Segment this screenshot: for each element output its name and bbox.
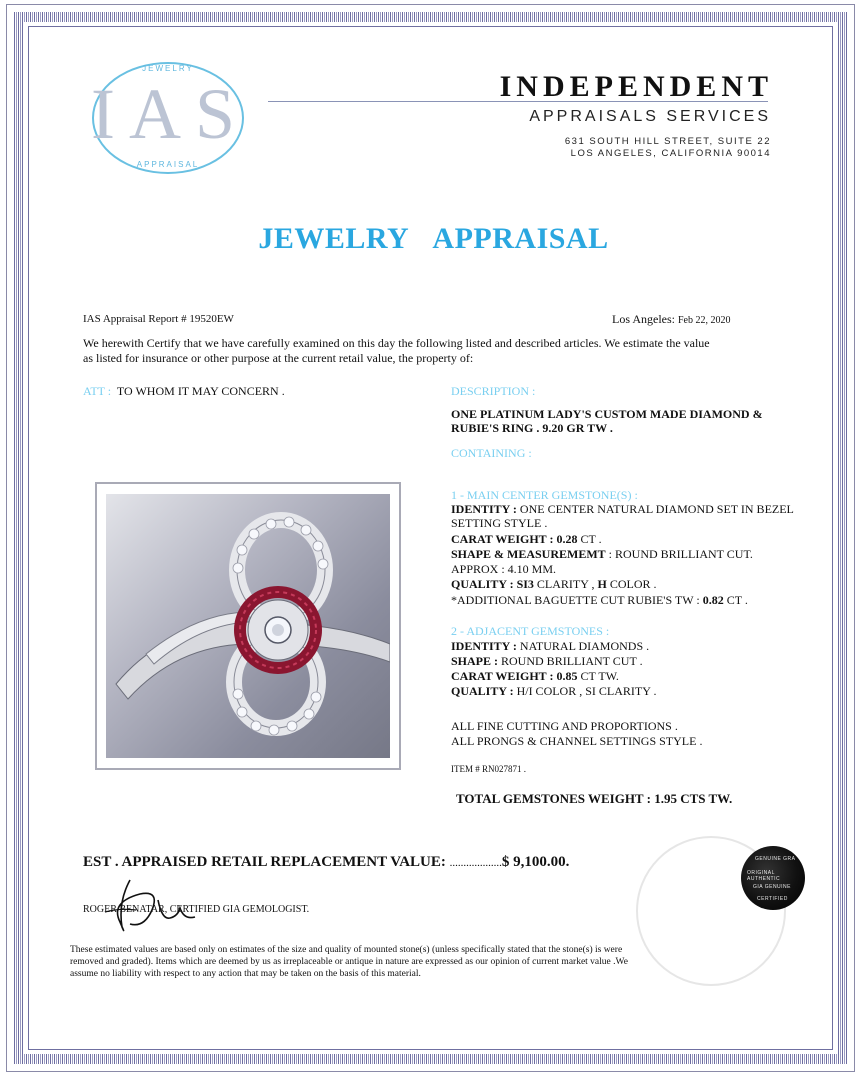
main-additional-value: 0.82 bbox=[702, 593, 724, 607]
main-gem-heading: 1 - MAIN CENTER GEMSTONE(S) : bbox=[451, 488, 638, 502]
att-value: TO WHOM IT MAY CONCERN . bbox=[116, 384, 285, 398]
containing-label: CONTAINING : bbox=[451, 446, 532, 460]
adj-quality-label: QUALITY : bbox=[451, 684, 514, 698]
main-carat-value: 0.28 bbox=[556, 532, 578, 546]
report-place: Los Angeles: bbox=[612, 312, 675, 326]
main-quality-row bbox=[451, 577, 811, 591]
adjacent-gem-heading: 2 - ADJACENT GEMSTONES : bbox=[451, 624, 610, 638]
address-line-1: 631 SOUTH HILL STREET, SUITE 22 bbox=[564, 136, 771, 147]
adj-quality-value: H/I COLOR , SI CLARITY . bbox=[516, 684, 657, 698]
adj-identity-label: IDENTITY : bbox=[451, 639, 517, 653]
ring-illustration bbox=[106, 494, 390, 758]
adj-shape-value: ROUND BRILLIANT CUT . bbox=[501, 654, 643, 668]
main-quality-color: H bbox=[597, 577, 607, 591]
adj-identity-row bbox=[451, 639, 811, 653]
main-shape-label: SHAPE & MEASUREMEMT bbox=[451, 547, 606, 561]
item-number: ITEM # RN027871 . bbox=[451, 764, 526, 774]
description-line-2: RUBIE'S RING . 9.20 GR TW . bbox=[451, 421, 613, 435]
document-title: JEWELRY APPRAISAL bbox=[258, 222, 609, 255]
footer-line-3: assume no liability with respect to any action that may be taken on the basis of this material. bbox=[70, 969, 421, 979]
main-identity-label: IDENTITY : bbox=[451, 502, 517, 516]
report-number: IAS Appraisal Report # 19520EW bbox=[83, 313, 234, 325]
description-line-1: ONE PLATINUM LADY'S CUSTOM MADE DIAMOND & bbox=[451, 407, 763, 421]
appraised-value-dots: ................... bbox=[449, 857, 502, 869]
logo-top-text: JEWELRY bbox=[142, 64, 194, 73]
main-carat-row bbox=[451, 532, 811, 546]
adj-carat-value: 0.85 bbox=[556, 669, 578, 683]
main-additional-unit: CT . bbox=[726, 593, 748, 607]
main-identity-row bbox=[451, 502, 811, 516]
adj-carat-label: CARAT WEIGHT : bbox=[451, 669, 554, 683]
att-label: ATT : bbox=[83, 384, 112, 398]
main-shape-value: : ROUND BRILLIANT CUT. bbox=[608, 547, 753, 561]
main-carat-unit: CT . bbox=[580, 532, 602, 546]
main-quality-label: QUALITY : bbox=[451, 577, 514, 591]
adj-quality-row bbox=[451, 684, 811, 698]
report-date-line bbox=[612, 312, 731, 327]
adj-shape-label: SHAPE : bbox=[451, 654, 499, 668]
main-quality-clarity-suffix: CLARITY , bbox=[536, 577, 595, 591]
authenticity-seal bbox=[741, 846, 805, 910]
signer-name: ROGER BENATAR, CERTIFIED GIA GEMOLOGIST. bbox=[83, 904, 310, 915]
company-subtitle: APPRAISALS SERVICES bbox=[529, 108, 771, 125]
address-line-2: LOS ANGELES, CALIFORNIA 90014 bbox=[570, 148, 771, 159]
main-shape-row bbox=[451, 547, 811, 561]
adj-identity-value: NATURAL DIAMONDS . bbox=[519, 639, 650, 653]
company-name: INDEPENDENT bbox=[499, 70, 773, 103]
att-line bbox=[83, 384, 285, 399]
logo-bottom-text: APPRAISAL bbox=[136, 160, 200, 169]
seal-text-3: GIA GENUINE bbox=[753, 884, 792, 890]
appraised-value-row bbox=[83, 854, 569, 871]
adj-shape-row bbox=[451, 654, 811, 668]
notes-line-2: ALL PRONGS & CHANNEL SETTINGS STYLE . bbox=[451, 734, 703, 748]
certify-line-1: We herewith Certify that we have carefully examined on this day the following listed and described articles. We estimate the value bbox=[83, 336, 710, 350]
notes-line-1: ALL FINE CUTTING AND PROPORTIONS . bbox=[451, 719, 678, 733]
adj-carat-row bbox=[451, 669, 811, 683]
main-additional-row bbox=[451, 593, 811, 607]
ring-photo bbox=[106, 494, 390, 758]
main-quality-clarity: SI3 bbox=[516, 577, 534, 591]
seal-text-2: ORIGINAL AUTHENTIC bbox=[747, 870, 781, 882]
main-additional-text: *ADDITIONAL BAGUETTE CUT RUBIE'S TW : bbox=[451, 593, 700, 607]
report-date: Feb 22, 2020 bbox=[678, 315, 731, 326]
appraised-value-label: EST . APPRAISED RETAIL REPLACEMENT VALUE: bbox=[83, 854, 446, 870]
total-weight: TOTAL GEMSTONES WEIGHT : 1.95 CTS TW. bbox=[456, 791, 733, 806]
main-identity-value: ONE CENTER NATURAL DIAMOND SET IN BEZEL bbox=[519, 502, 794, 516]
main-identity-value-2: SETTING STYLE . bbox=[451, 516, 548, 530]
footer-line-1: These estimated values are based only on estimates of the size and quality of mounted stone(s) (unless specifically stated that the stone(s) is were bbox=[70, 945, 623, 955]
main-approx: APPROX : 4.10 MM. bbox=[451, 562, 557, 576]
main-carat-label: CARAT WEIGHT : bbox=[451, 532, 554, 546]
adj-carat-unit: CT TW. bbox=[580, 669, 619, 683]
footer-line-2: removed and graded). Items which are deemed by us as irreplaceable or antique in nature are expressed as our opinion of current market value .We bbox=[70, 957, 628, 967]
description-label: DESCRIPTION : bbox=[451, 384, 536, 398]
seal-text-1: GENUINE GRA bbox=[755, 856, 796, 862]
logo-letters: IAS bbox=[90, 74, 249, 154]
seal-text-4: CERTIFIED bbox=[757, 896, 788, 902]
appraised-value-amount: $ 9,100.00. bbox=[501, 854, 570, 870]
certify-line-2: as listed for insurance or other purpose at the current retail value, the property of: bbox=[83, 351, 474, 365]
main-quality-color-suffix: COLOR . bbox=[609, 577, 657, 591]
